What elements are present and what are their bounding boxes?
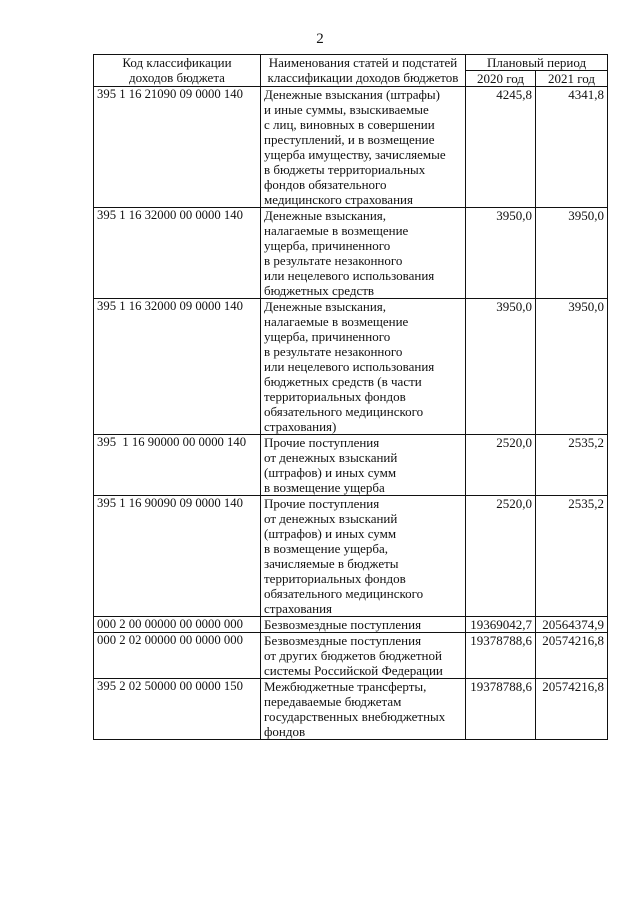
row-name: Прочие поступления от денежных взысканий (штрафов) и иных сумм в возмещение ущерба	[261, 435, 466, 496]
table-row	[94, 679, 608, 740]
table-row	[94, 208, 608, 299]
page-number: 2	[316, 31, 324, 47]
row-value-2020: 19378788,6	[466, 633, 536, 679]
row-name: Безвозмездные поступления от других бюджетов бюджетной системы Российской Федерации	[261, 633, 466, 679]
row-name: Безвозмездные поступления	[261, 617, 466, 633]
row-name: Денежные взыскания, налагаемые в возмещение ущерба, причиненного в результате незаконного или нецелевого использования бюджетных средств	[261, 208, 466, 299]
row-value-2020: 3950,0	[466, 208, 536, 299]
row-value-2021: 3950,0	[536, 299, 608, 435]
table-row	[94, 87, 608, 208]
row-code: 395 1 16 90000 00 0000 140	[94, 435, 261, 496]
row-name: Прочие поступления от денежных взысканий (штрафов) и иных сумм в возмещение ущерба, зачисляемые в бюджеты территориальных фондов обязательного медицинского страхования	[261, 496, 466, 617]
header-year-2020: 2020 год	[466, 71, 536, 87]
table-row	[94, 299, 608, 435]
row-code: 395 1 16 32000 09 0000 140	[94, 299, 261, 435]
row-code: 395 1 16 32000 00 0000 140	[94, 208, 261, 299]
row-name: Денежные взыскания, налагаемые в возмещение ущерба, причиненного в результате незаконного или нецелевого использования бюджетных средств (в части территориальных фондов обязательного медицинского страхования)	[261, 299, 466, 435]
header-name-label: Наименования статей и подстатей классификации доходов бюджетов	[267, 55, 459, 85]
table-row	[94, 435, 608, 496]
row-value-2021: 4341,8	[536, 87, 608, 208]
table-row	[94, 496, 608, 617]
row-value-2021: 3950,0	[536, 208, 608, 299]
header-code	[94, 55, 261, 87]
row-value-2020: 19369042,7	[466, 617, 536, 633]
row-value-2021: 2535,2	[536, 496, 608, 617]
row-value-2020: 4245,8	[466, 87, 536, 208]
table-header	[94, 55, 608, 87]
row-code: 000 2 00 00000 00 0000 000	[94, 617, 261, 633]
row-value-2020: 2520,0	[466, 496, 536, 617]
row-name: Денежные взыскания (штрафы) и иные суммы, взыскиваемые с лиц, виновных в совершении преступлений, и в возмещение ущерба имуществу, зачисляемые в бюджеты территориальных фондов обязательного медицинского страхования	[261, 87, 466, 208]
header-year-2021: 2021 год	[536, 71, 608, 87]
row-name: Межбюджетные трансферты, передаваемые бюджетам государственных внебюджетных фондов	[261, 679, 466, 740]
row-code: 000 2 02 00000 00 0000 000	[94, 633, 261, 679]
row-value-2021: 20564374,9	[536, 617, 608, 633]
budget-revenue-table	[93, 54, 608, 740]
table-row	[94, 617, 608, 633]
table-row	[94, 633, 608, 679]
row-code: 395 1 16 90090 09 0000 140	[94, 496, 261, 617]
row-code: 395 2 02 50000 00 0000 150	[94, 679, 261, 740]
header-period: Плановый период	[466, 55, 608, 71]
row-value-2021: 20574216,8	[536, 679, 608, 740]
row-value-2020: 19378788,6	[466, 679, 536, 740]
row-value-2021: 2535,2	[536, 435, 608, 496]
row-value-2021: 20574216,8	[536, 633, 608, 679]
table-body	[94, 87, 608, 740]
row-value-2020: 2520,0	[466, 435, 536, 496]
row-code: 395 1 16 21090 09 0000 140	[94, 87, 261, 208]
row-value-2020: 3950,0	[466, 299, 536, 435]
header-code-label: Код классификации доходов бюджета	[122, 55, 232, 85]
header-name	[261, 55, 466, 87]
